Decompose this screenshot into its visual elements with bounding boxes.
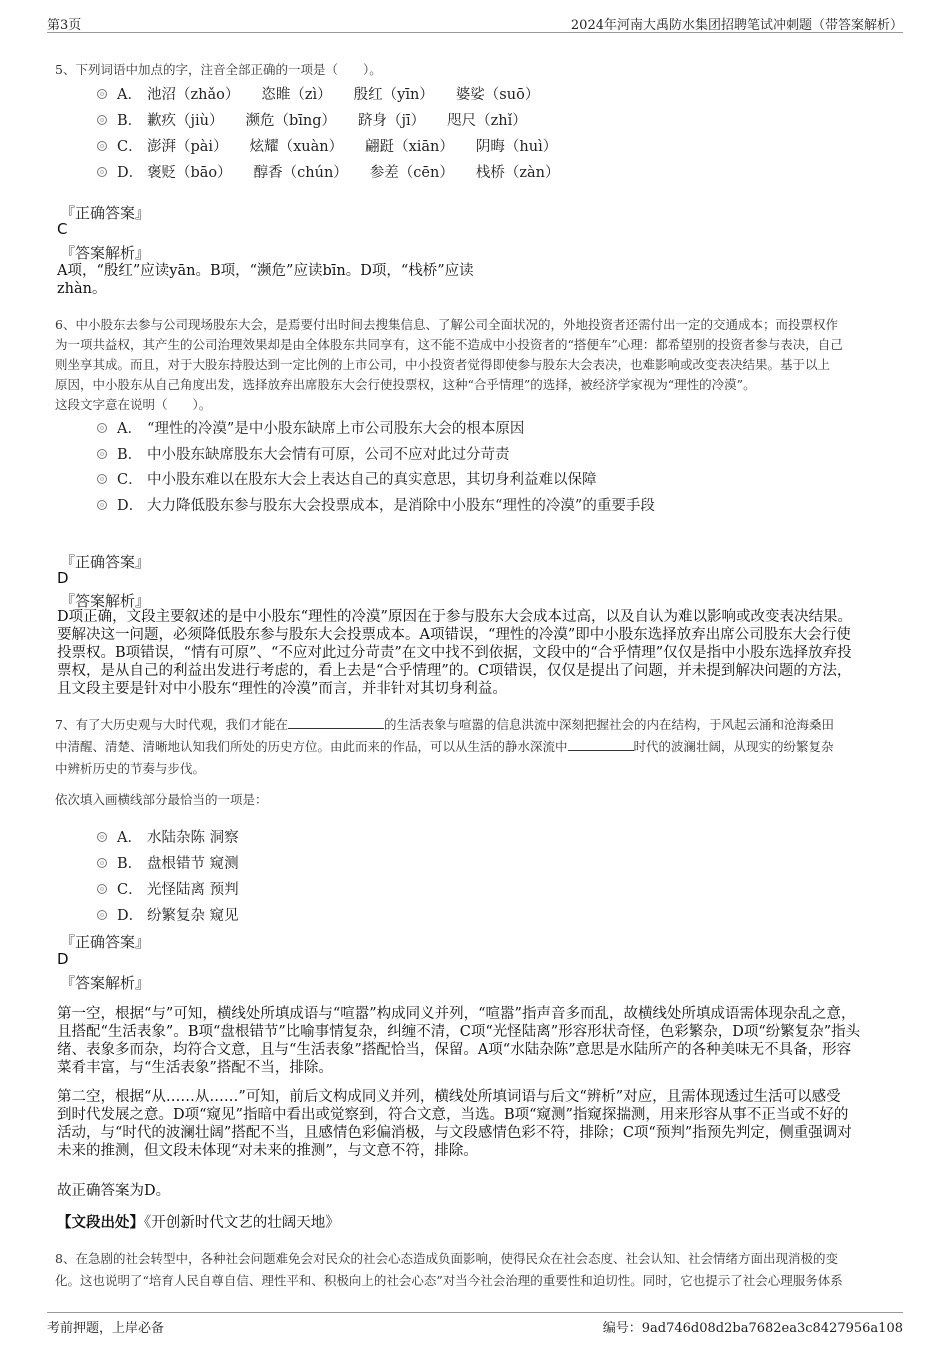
q6-answer-value: D [57,569,69,587]
q5-option-b[interactable]: B． 歉疚（jiù） 濒危（bīng） 跻身（jī） 咫尺（zhǐ） [97,109,549,130]
page-number: 第3页 [47,18,82,33]
radio-icon[interactable] [97,858,107,868]
document-code: 编号：9ad746d08d2ba7682ea3c8427956a108 [602,1321,903,1336]
radio-icon[interactable] [97,89,107,99]
q7-option-d[interactable]: D． 纷繁复杂 窥见 [97,904,239,925]
radio-icon[interactable] [97,500,107,510]
q5-stem: 5、下列词语中加点的字，注音全部正确的一项是（ ）。 [55,62,382,77]
q6-analysis: D项正确，文段主要叙述的是中小股东“理性的冷漠”原因在于参与股东大会成本过高，以及自认为难以影响或改变表决结果。 要解决这一问题，必须降低股东参与股东大会投票成本。A项错误，“理性的冷漠”即中小股东选择放弃出席公司股东大会行使 投票权。B项错误，“情有可原”、“不应对此过分苛责”在文中找不到依据，文段中的“合乎情理”仅仅是指中小股东选择放弃投 票权，是从自己的利益出发进行考虑的，看上去是“合乎情理”的。C项错误，仅仅是提出了问题，并未提到解决问题的方法， 且文段主要是针对中小股东“理性的冷漠”而言，并非针对其切身利益。 [57,609,852,697]
fill-blank-2[interactable] [568,750,634,751]
page-footer [47,1312,903,1336]
q7-option-b[interactable]: B． 盘根错节 窥测 [97,852,239,873]
q7-conclusion: 故正确答案为D。 [57,1183,171,1199]
radio-icon[interactable] [97,832,107,842]
q6-stem: 6、中小股东去参与公司现场股东大会，是焉要付出时间去搜集信息、了解公司全面状况的，外地投资者还需付出一定的交通成本；而投票权作 为一项共益权，其产生的公司治理效果却是由全体股东共同享有，这不能不造成中小投资者的“搭便车”心理：都希望别的投资者参与表决，自己 则坐享其成。而且，对于大股东持股达到一定比例的上市公司，中小投资者觉得即使参与股东大会表决，也难影响或改变表决结果。基于以上 原因，中小股东从自己角度出发，选择放弃出席股东大会行使投票权，这种“合乎情理”的选择，被经济学家视为“理性的冷漠”。 这段文字意在说明（ ）。 [55,317,843,412]
q6-option-c[interactable]: C． 中小股东难以在股东大会上表达自己的真实意思，其切身利益难以保障 [97,468,597,489]
q5-answer-value: C [57,220,68,238]
q8-stem: 8、在急剧的社会转型中，各种社会问题难免会对民众的社会心态造成负面影响，使得民众在社会态度、社会认知、社会情绪方面出现消极的变 化。这也说明了“培育人民自尊自信、理性平和、积极向上的社会心态”对当今社会治理的重要性和迫切性。同时，它也提示了社会心理服务体系 [55,1251,843,1288]
q5-option-c[interactable]: C． 澎湃（pài） 炫耀（xuàn） 翩跹（xiān） 阴晦（huì） [97,135,579,156]
q7-analysis-para-1: 第一空，根据“与”可知，横线处所填成语与“喧嚣”构成同义并列，“喧嚣”指声音多而乱，故横线处所填成语需体现杂乱之意， 且搭配“生活表象”。B项“盘根错节”比喻事情复杂，纠缠不清，C项“光怪陆离”形容形状奇怪，色彩繁杂，D项“纷繁复杂”指头 绪、表象多而杂，均符合文意，且与“生活表象”搭配恰当，保留。A项“水陆杂陈”意思是水陆所产的各种美味无不具备，形容 菜肴丰富，与“生活表象”搭配不当，排除。 [57,1006,861,1076]
q7-source: 【文段出处】《开创新时代文艺的壮阔天地》 [57,1214,340,1231]
document-title: 2024年河南大禹防水集团招聘笔试冲刺题（带答案解析） [570,18,903,33]
page-header [47,14,903,33]
q6-option-b[interactable]: B． 中小股东缺席股东大会情有可原，公司不应对此过分苛责 [97,443,510,464]
q7-option-a[interactable]: A． 水陆杂陈 洞察 [97,826,239,847]
q6-analysis-label: 『答案解析』 [60,592,151,610]
radio-icon[interactable] [97,449,107,459]
q7-analysis-label: 『答案解析』 [60,974,151,992]
q5-option-d[interactable]: D． 褒贬（bāo） 醇香（chún） 参差（cēn） 栈桥（zàn） [97,161,581,182]
q6-option-a[interactable]: A． “理性的冷漠”是中小股东缺席上市公司股东大会的根本原因 [97,417,524,438]
radio-icon[interactable] [97,474,107,484]
radio-icon[interactable] [97,167,107,177]
q6-answer-label: 『正确答案』 [60,553,151,571]
radio-icon[interactable] [97,141,107,151]
q5-option-a[interactable]: A． 池沼（zhǎo） 恣睢（zì） 殷红（yīn） 婆娑（suō） [97,83,561,104]
q5-analysis: A项，“殷红”应读yān。B项，“濒危”应读bīn。D项，“栈桥”应读 zhàn。 [57,263,474,297]
q6-option-d[interactable]: D． 大力降低股东参与股东大会投票成本，是消除中小股东“理性的冷漠”的重要手段 [97,494,655,515]
q7-answer-label: 『正确答案』 [60,933,151,951]
radio-icon[interactable] [97,115,107,125]
q7-analysis-para-2: 第二空，根据“从……从……”可知，前后文构成同义并列，横线处所填词语与后文“辨析”对应，且需体现透过生活可以感受 到时代发展之意。D项“窥见”指暗中看出或觉察到，符合文意，当选。B项“窥测”指窥探揣测，用来形容从事不正当或不好的 活动，与“时代的波澜壮阔”搭配不当，且感情色彩偏消极，与文段感情色彩不符，排除；C项“预判”指预先判定，侧重强调对 未来的推测，但文段未体现“对未来的推测”，与文意不符，排除。 [57,1089,852,1159]
footer-slogan: 考前押题，上岸必备 [47,1321,165,1336]
fill-blank-1[interactable] [288,728,384,729]
q7-answer-value: D [57,950,69,968]
q7-stem: 7、有了大历史观与大时代观，我们才能在 的生活表象与喧嚣的信息洪流中深刻把握社会的内在结构，于风起云涌和沧海桑田 中清醒、清楚、清晰地认知我们所处的历史方位。由此而来的作品，可以从生活的静水深流中 时代的波澜壮阔，从现实的纷繁复杂 中辨析历史的节奏与步伐。 [55,717,834,776]
q5-analysis-label: 『答案解析』 [60,244,151,262]
q7-prompt: 依次填入画横线部分最恰当的一项是： [55,792,268,807]
radio-icon[interactable] [97,884,107,894]
q5-answer-label: 『正确答案』 [60,204,151,222]
radio-icon[interactable] [97,910,107,920]
radio-icon[interactable] [97,423,107,433]
q7-option-c[interactable]: C． 光怪陆离 预判 [97,878,239,899]
